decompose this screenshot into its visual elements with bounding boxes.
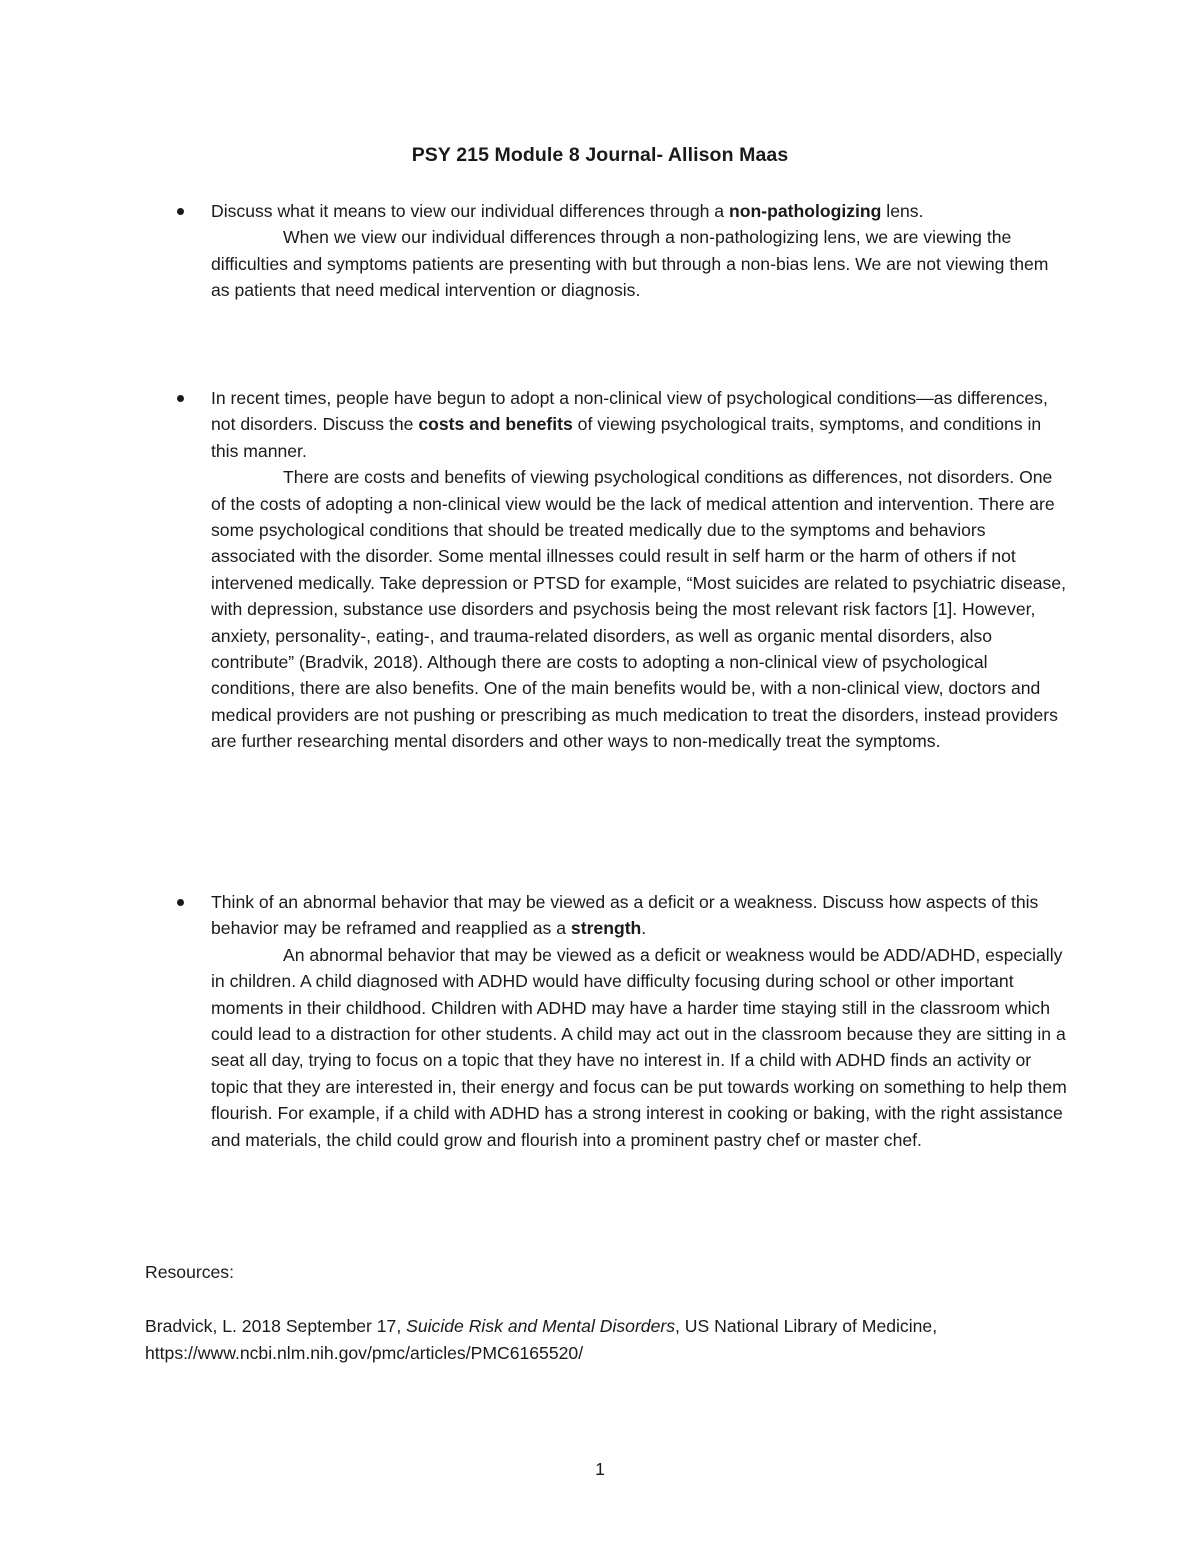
prompt-text: Discuss what it means to view our individual differences through a	[211, 201, 729, 221]
prompt-emphasis: non-pathologizing	[728, 201, 882, 221]
prompt-text: In recent times, people have begun to adopt a non-clinical view of psychological conditions—as differences, not disorders. Discuss the	[211, 388, 1048, 435]
bullet-icon	[177, 395, 184, 402]
bullet-icon	[177, 899, 184, 906]
answer-text: An abnormal behavior that may be viewed as a deficit or weakness would be ADD/ADHD, especially in children. A child diagnosed with ADHD would have difficulty focusing during school or other important moments in their childhood. Children with ADHD may have a harder time staying still in the classroom which could lead to a distraction for other students. A child may act out in the classroom because they are sitting in a seat all day, trying to focus on a topic that they have no interest in. If a child with ADHD finds an activity or topic that they are interested in, their energy and focus can be put towards working on something to help them flourish. For example, if a child with ADHD has a strong interest in cooking or baking, with the right assistance and materials, the child could grow and flourish into a prominent pastry chef or master chef.	[211, 944, 1067, 1150]
prompt-emphasis: strength	[570, 918, 642, 939]
prompt-text-end: .	[641, 918, 647, 939]
question-block-1	[145, 198, 1070, 304]
question-prompt-3	[145, 889, 1070, 942]
prompt-emphasis: costs and benefits	[418, 414, 573, 435]
citation-author: Bradvick, L. 2018 September 17,	[145, 1316, 407, 1336]
bullet-icon	[177, 208, 184, 215]
answer-paragraph-1	[145, 224, 1070, 303]
prompt-text-end: lens.	[881, 201, 924, 221]
answer-paragraph-2	[145, 464, 1070, 754]
question-prompt-2	[145, 385, 1070, 464]
answer-paragraph-3	[145, 942, 1070, 1153]
question-block-2	[145, 385, 1070, 755]
page-number: 1	[595, 1459, 605, 1479]
question-prompt-1	[145, 198, 1070, 224]
citation-title: Suicide Risk and Mental Disorders	[406, 1316, 676, 1336]
answer-text: There are costs and benefits of viewing psychological conditions as differences, not disorders. One of the costs of adopting a non-clinical view would be the lack of medical attention and intervention. There are some psychological conditions that should be treated medically due to the symptoms and behaviors associated with the disorder. Some mental illnesses could result in self harm or the harm of others if not intervened medically. Take depression or PTSD for example, “Most suicides are related to psychiatric disease, with depression, substance use disorders and psychosis being the most relevant risk factors [1]. However, anxiety, personality-, eating-, and trauma-related disorders, as well as organic mental disorders, also contribute” (Bradvik, 2018). Although there are costs to adopting a non-clinical view of psychological conditions, there are also benefits. One of the main benefits would be, with a non-clinical view, doctors and medical providers are not pushing or prescribing as much medication to treat the disorders, instead providers are further researching mental disorders and other ways to non-medically treat the symptoms.	[211, 467, 1066, 752]
prompt-text: Think of an abnormal behavior that may be viewed as a deficit or a weakness. Discuss how aspects of this behavior may be reframed and reapplied as a	[211, 892, 1039, 939]
citation	[145, 1313, 1070, 1367]
answer-text: When we view our individual differences through a non-pathologizing lens, we are viewing the difficulties and symptoms patients are presenting with but through a non-bias lens. We are not viewing them as patients that need medical intervention or diagnosis.	[211, 227, 1049, 301]
prompt-text-end: of viewing psychological traits, symptoms, and conditions in this manner.	[211, 414, 1042, 461]
citation-url[interactable]: https://www.ncbi.nlm.nih.gov/pmc/articles/PMC6165520/	[145, 1343, 584, 1363]
citation-publisher: , US National Library of Medicine,	[675, 1316, 938, 1336]
resources-heading: Resources:	[145, 1262, 234, 1282]
question-block-3	[145, 889, 1070, 1153]
page-title: PSY 215 Module 8 Journal- Allison Maas	[411, 144, 789, 166]
